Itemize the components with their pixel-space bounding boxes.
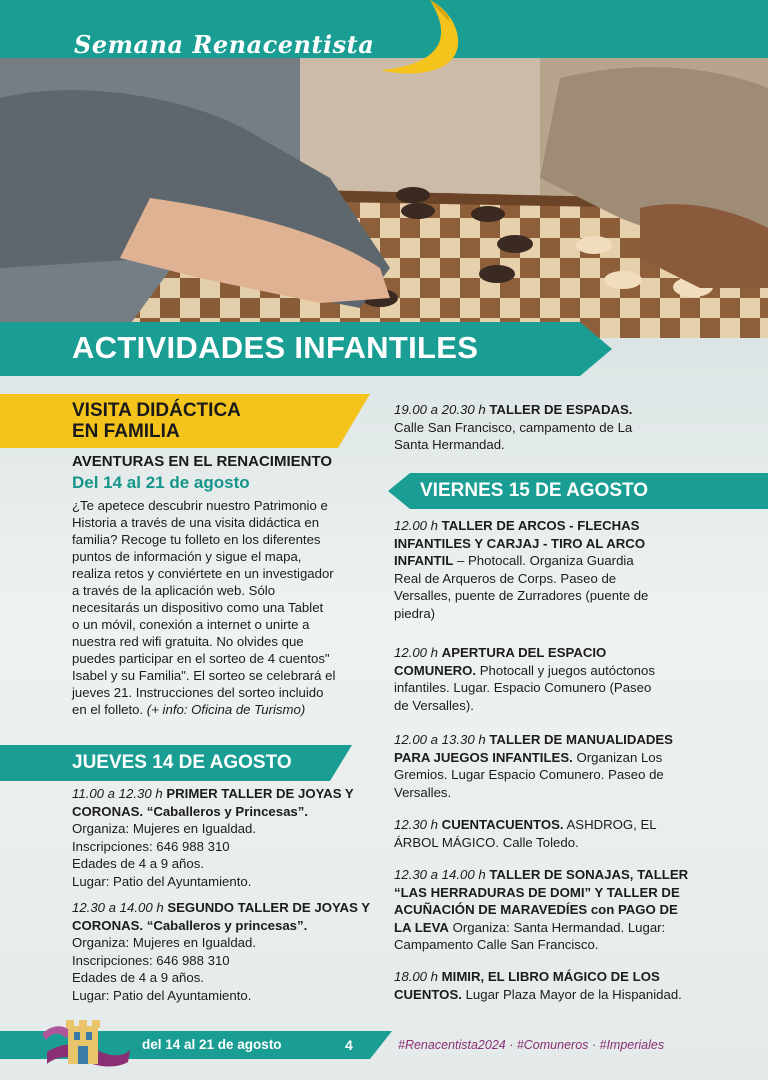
event-details: Gremios. Lugar Espacio Comunero. Paseo de xyxy=(394,767,664,782)
event-time: 12.30 a 14.00 h xyxy=(72,900,164,915)
jueves-event-2 xyxy=(72,899,372,1004)
event-time: 12.00 h xyxy=(394,645,438,660)
event-details: Organizan Los xyxy=(572,749,663,765)
event-organizer: Organiza: Mujeres en Igualdad. xyxy=(72,821,257,836)
event-time: 12.00 a 13.30 h xyxy=(394,732,486,747)
viernes-event-5 xyxy=(394,866,734,954)
visita-line: o un móvil, conexión a internet o unirte a xyxy=(72,617,310,632)
event-time: 12.00 h xyxy=(394,518,438,533)
jueves-heading: JUEVES 14 DE AGOSTO xyxy=(72,752,292,773)
event-place: Lugar: Patio del Ayuntamiento. xyxy=(72,987,252,1003)
event-place-cont: Santa Hermandad. xyxy=(394,437,505,452)
visita-line: Isabel y su Familia". El sorteo se celebrará el xyxy=(72,668,336,683)
jueves-event-1 xyxy=(72,785,372,890)
visita-line: realiza retos y conviértete en un investigador xyxy=(72,566,334,581)
event-details: infantiles. Lugar. Espacio Comunero (Paseo xyxy=(394,680,652,695)
visita-ribbon-title xyxy=(72,400,332,442)
visita-line: puntos de información y sigue el mapa, xyxy=(72,549,302,564)
event-place: Lugar: Patio del Ayuntamiento. xyxy=(72,873,252,889)
visita-line: familia? Recoge tu folleto en los diferentes xyxy=(72,532,321,547)
event-phone: Inscripciones: 646 988 310 xyxy=(72,838,230,854)
event-title-cont: “LAS HERRADURAS DE DOMI” Y TALLER DE xyxy=(394,884,680,900)
event-title: APERTURA DEL ESPACIO xyxy=(441,645,607,660)
event-title-end: PARA JUEGOS INFANTILES. xyxy=(394,749,573,765)
visita-line: Historia a través de una visita didáctica en xyxy=(72,515,320,530)
visita-line: a través de la aplicación web. Sólo xyxy=(72,583,276,598)
event-phone: Inscripciones: 646 988 310 xyxy=(72,952,230,968)
event-title: TALLER DE MANUALIDADES xyxy=(489,732,673,747)
visita-line: puedes participar en el sorteo de 4 cuentos" xyxy=(72,651,330,666)
event-time: 12.30 a 14.00 h xyxy=(394,867,486,882)
event-details: de Versalles). xyxy=(394,697,474,713)
castle-logo-icon xyxy=(42,1012,132,1074)
viernes-event-4 xyxy=(394,816,734,851)
event-details: Campamento Calle San Francisco. xyxy=(394,937,599,952)
event-title: SEGUNDO TALLER DE JOYAS Y xyxy=(167,900,371,915)
visita-line: nuestra red wifi gratuita. No olvides que xyxy=(72,634,304,649)
hero-photo-checkers xyxy=(0,58,768,338)
event-ages: Edades de 4 a 9 años. xyxy=(72,856,204,871)
viernes-event-3 xyxy=(394,731,734,801)
viernes-event-1 xyxy=(394,517,734,622)
event-details: ASHDROG, EL xyxy=(563,817,657,832)
event-title-end: INFANTIL xyxy=(394,553,454,568)
event-details: piedra) xyxy=(394,605,436,621)
event-title: TALLER DE ESPADAS. xyxy=(489,402,633,417)
visita-line: necesitarás un dispositivo como una Tablet xyxy=(72,600,324,615)
event-place: Calle San Francisco, campamento de La xyxy=(394,419,633,435)
event-title: TALLER DE SONAJAS, TALLER xyxy=(489,867,689,882)
page-title: ACTIVIDADES INFANTILES xyxy=(72,330,479,365)
visita-line: ¿Te apetece descubrir nuestro Patrimonio e xyxy=(72,498,328,513)
event-time: 19.00 a 20.30 h xyxy=(394,402,486,417)
yellow-ribbon-decoration xyxy=(370,0,480,80)
event-title-end: CUENTOS. xyxy=(394,986,462,1002)
event-details: Versalles. xyxy=(394,784,452,800)
event-title-end: COMUNERO. xyxy=(394,662,477,678)
event-time: 12.30 h xyxy=(394,817,438,832)
event-title-end: LA LEVA xyxy=(394,919,449,935)
visita-line: jueves 21. Instrucciones del sorteo incluido xyxy=(72,685,324,700)
event-title-cont: CORONAS. “Caballeros y Princesas”. xyxy=(72,803,308,819)
event-time: 18.00 h xyxy=(394,969,438,984)
jueves-event-3 xyxy=(394,401,724,454)
event-details: Organiza: Santa Hermandad. Lugar: xyxy=(448,919,666,935)
event-details: Photocall y juegos autóctonos xyxy=(476,662,655,678)
visita-subheading: AVENTURAS EN EL RENACIMIENTO xyxy=(72,453,333,470)
event-details: ÁRBOL MÁGICO. Calle Toledo. xyxy=(394,834,579,850)
event-title-cont: INFANTILES Y CARJAJ - TIRO AL ARCO xyxy=(394,535,646,551)
event-details: Lugar Plaza Mayor de la Hispanidad. xyxy=(461,986,682,1002)
event-details: Real de Arqueros de Corps. Paseo de xyxy=(394,570,617,586)
viernes-event-6 xyxy=(394,968,734,1003)
event-ages: Edades de 4 a 9 años. xyxy=(72,970,204,985)
visita-line-text: en el folleto. xyxy=(72,702,144,717)
footer-hashtags: #Renacentista2024 · #Comuneros · #Imperiales xyxy=(398,1038,665,1052)
page-number: 4 xyxy=(345,1037,353,1053)
event-title: PRIMER TALLER DE JOYAS Y xyxy=(166,786,354,801)
event-details: Versalles, puente de Zurradores (puente de xyxy=(394,588,649,603)
visita-ribbon-line2: EN FAMILIA xyxy=(72,421,180,442)
event-title-cont: CORONAS. “Caballeros y princesas”. xyxy=(72,917,308,933)
event-title-cont: ACUÑACIÓN DE MARAVEDÍES con PAGO DE xyxy=(394,902,678,917)
event-organizer: Organiza: Mujeres en Igualdad. xyxy=(72,935,257,950)
visita-dates: Del 14 al 21 de agosto xyxy=(72,473,250,492)
event-details: – Photocall. Organiza Guardia xyxy=(453,553,634,568)
visita-description xyxy=(72,497,372,718)
event-title: CUENTACUENTOS. xyxy=(441,817,564,832)
viernes-event-2 xyxy=(394,644,734,714)
footer-dates: del 14 al 21 de agosto xyxy=(142,1037,282,1052)
visita-ribbon-line1: VISITA DIDÁCTICA xyxy=(72,400,241,421)
event-title: TALLER DE ARCOS - FLECHAS xyxy=(441,518,640,533)
viernes-heading: VIERNES 15 DE AGOSTO xyxy=(420,480,649,501)
event-title: MIMIR, EL LIBRO MÁGICO DE LOS xyxy=(441,969,660,984)
visita-line-last xyxy=(72,701,372,718)
visita-info-note: (+ info: Oficina de Turismo) xyxy=(146,702,306,717)
event-time: 11.00 a 12.30 h xyxy=(72,786,163,801)
series-title: Semana Renacentista xyxy=(74,30,375,59)
